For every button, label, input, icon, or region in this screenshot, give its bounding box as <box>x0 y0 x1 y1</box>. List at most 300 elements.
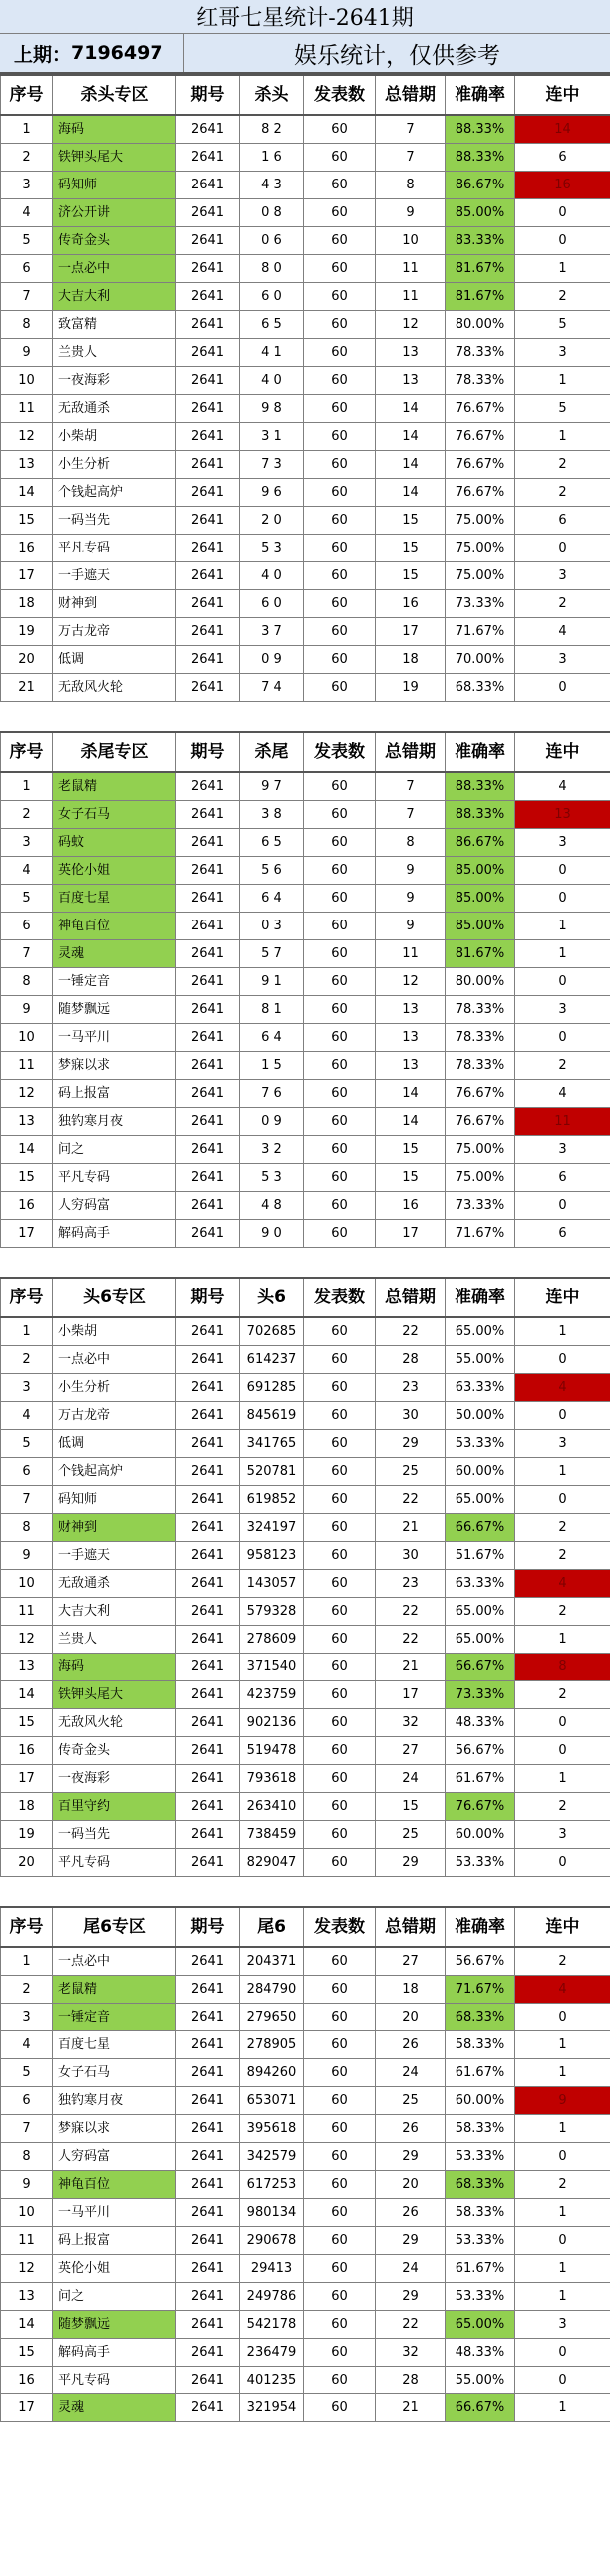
prediction-cell: 738459 <box>240 1821 304 1849</box>
accuracy-cell: 65.00% <box>446 1626 515 1654</box>
table-row <box>1 1793 610 1821</box>
error-count-cell: 28 <box>376 2367 446 2394</box>
column-header: 发表数 <box>304 75 376 115</box>
table-row <box>1 857 610 885</box>
issue-cell: 2641 <box>176 535 240 562</box>
table-row <box>1 1598 610 1626</box>
streak-cell: 0 <box>515 1849 610 1877</box>
issue-cell: 2641 <box>176 451 240 479</box>
expert-name-cell: 财神到 <box>53 590 176 618</box>
error-count-cell: 15 <box>376 535 446 562</box>
expert-name-cell: 问之 <box>53 1136 176 1164</box>
issue-cell: 2641 <box>176 1793 240 1821</box>
streak-cell: 3 <box>515 1136 610 1164</box>
accuracy-cell: 58.33% <box>446 2031 515 2059</box>
issue-cell: 2641 <box>176 2115 240 2143</box>
accuracy-cell: 76.67% <box>446 1108 515 1136</box>
streak-cell: 4 <box>515 1570 610 1598</box>
table-row <box>1 1654 610 1681</box>
column-header: 总错期 <box>376 732 446 772</box>
seq-cell: 7 <box>1 940 53 968</box>
error-count-cell: 29 <box>376 2227 446 2255</box>
table-row <box>1 172 610 199</box>
table-row <box>1 2059 610 2087</box>
accuracy-cell: 50.00% <box>446 1402 515 1430</box>
prediction-cell: 290678 <box>240 2227 304 2255</box>
published-count-cell: 60 <box>304 172 376 199</box>
accuracy-cell: 53.33% <box>446 1430 515 1458</box>
expert-name-cell: 财神到 <box>53 1514 176 1542</box>
published-count-cell: 60 <box>304 1849 376 1877</box>
table-row <box>1 1136 610 1164</box>
expert-name-cell: 无敌风火轮 <box>53 674 176 702</box>
issue-cell: 2641 <box>176 1346 240 1374</box>
streak-cell: 1 <box>515 2031 610 2059</box>
prediction-cell: 324197 <box>240 1514 304 1542</box>
expert-name-cell: 码知师 <box>53 1486 176 1514</box>
streak-cell: 4 <box>515 618 610 646</box>
accuracy-cell: 76.67% <box>446 1793 515 1821</box>
table-row <box>1 1164 610 1192</box>
issue-cell: 2641 <box>176 2031 240 2059</box>
seq-cell: 7 <box>1 1486 53 1514</box>
error-count-cell: 13 <box>376 339 446 367</box>
column-header: 发表数 <box>304 1907 376 1947</box>
table-row <box>1 1346 610 1374</box>
expert-name-cell: 无敌通杀 <box>53 1570 176 1598</box>
column-header: 准确率 <box>446 732 515 772</box>
published-count-cell: 60 <box>304 590 376 618</box>
streak-cell: 3 <box>515 2311 610 2339</box>
issue-cell: 2641 <box>176 2143 240 2171</box>
error-count-cell: 17 <box>376 1220 446 1248</box>
expert-name-cell: 英伦小姐 <box>53 857 176 885</box>
column-header: 总错期 <box>376 75 446 115</box>
expert-name-cell: 小柴胡 <box>53 1317 176 1346</box>
seq-cell: 17 <box>1 2394 53 2422</box>
last-issue <box>0 34 184 72</box>
section-gap <box>0 702 610 731</box>
column-header: 期号 <box>176 732 240 772</box>
table-row <box>1 1514 610 1542</box>
table-row <box>1 1947 610 1976</box>
stats-table-4 <box>0 1906 610 2422</box>
table-row <box>1 1080 610 1108</box>
prediction-cell: 6 0 <box>240 283 304 311</box>
prediction-cell: 702685 <box>240 1317 304 1346</box>
accuracy-cell: 48.33% <box>446 2339 515 2367</box>
streak-cell: 2 <box>515 283 610 311</box>
seq-cell: 17 <box>1 562 53 590</box>
published-count-cell: 60 <box>304 311 376 339</box>
issue-cell: 2641 <box>176 772 240 801</box>
error-count-cell: 26 <box>376 2199 446 2227</box>
seq-cell: 15 <box>1 1164 53 1192</box>
seq-cell: 13 <box>1 451 53 479</box>
accuracy-cell: 48.33% <box>446 1709 515 1737</box>
published-count-cell: 60 <box>304 1402 376 1430</box>
error-count-cell: 22 <box>376 1598 446 1626</box>
prediction-cell: 0 9 <box>240 646 304 674</box>
table-row <box>1 562 610 590</box>
published-count-cell: 60 <box>304 227 376 255</box>
published-count-cell: 60 <box>304 674 376 702</box>
prediction-cell: 4 3 <box>240 172 304 199</box>
streak-cell: 6 <box>515 507 610 535</box>
column-header: 期号 <box>176 1907 240 1947</box>
accuracy-cell: 81.67% <box>446 255 515 283</box>
issue-cell: 2641 <box>176 1849 240 1877</box>
accuracy-cell: 61.67% <box>446 2059 515 2087</box>
published-count-cell: 60 <box>304 618 376 646</box>
streak-cell: 1 <box>515 423 610 451</box>
prediction-cell: 143057 <box>240 1570 304 1598</box>
issue-cell: 2641 <box>176 1458 240 1486</box>
published-count-cell: 60 <box>304 1598 376 1626</box>
streak-cell: 0 <box>515 1192 610 1220</box>
issue-cell: 2641 <box>176 913 240 940</box>
seq-cell: 10 <box>1 1570 53 1598</box>
error-count-cell: 29 <box>376 2283 446 2311</box>
table-row <box>1 2255 610 2283</box>
streak-cell: 3 <box>515 1430 610 1458</box>
published-count-cell: 60 <box>304 2171 376 2199</box>
table-row <box>1 2227 610 2255</box>
streak-cell: 3 <box>515 339 610 367</box>
prediction-cell: 8 2 <box>240 115 304 144</box>
prediction-cell: 284790 <box>240 1976 304 2004</box>
error-count-cell: 13 <box>376 1052 446 1080</box>
table-row <box>1 2367 610 2394</box>
issue-cell: 2641 <box>176 857 240 885</box>
accuracy-cell: 66.67% <box>446 1654 515 1681</box>
column-header: 头6 <box>240 1278 304 1317</box>
expert-name-cell: 万古龙帝 <box>53 1402 176 1430</box>
accuracy-cell: 75.00% <box>446 1136 515 1164</box>
seq-cell: 11 <box>1 2227 53 2255</box>
published-count-cell: 60 <box>304 1821 376 1849</box>
seq-cell: 5 <box>1 885 53 913</box>
prediction-cell: 829047 <box>240 1849 304 1877</box>
published-count-cell: 60 <box>304 2283 376 2311</box>
table-row <box>1 507 610 535</box>
expert-name-cell: 铁钾头尾大 <box>53 144 176 172</box>
issue-cell: 2641 <box>176 1681 240 1709</box>
error-count-cell: 24 <box>376 2255 446 2283</box>
seq-cell: 16 <box>1 1192 53 1220</box>
published-count-cell: 60 <box>304 1514 376 1542</box>
accuracy-cell: 75.00% <box>446 562 515 590</box>
accuracy-cell: 71.67% <box>446 1976 515 2004</box>
published-count-cell: 60 <box>304 2394 376 2422</box>
seq-cell: 8 <box>1 2143 53 2171</box>
expert-name-cell: 独钓寒月夜 <box>53 2087 176 2115</box>
expert-name-cell: 一锤定音 <box>53 968 176 996</box>
table-row <box>1 2031 610 2059</box>
expert-name-cell: 一手遮天 <box>53 1542 176 1570</box>
streak-cell: 3 <box>515 996 610 1024</box>
accuracy-cell: 61.67% <box>446 1765 515 1793</box>
prediction-cell: 902136 <box>240 1709 304 1737</box>
seq-cell: 11 <box>1 395 53 423</box>
prediction-cell: 958123 <box>240 1542 304 1570</box>
table-row <box>1 590 610 618</box>
issue-cell: 2641 <box>176 1947 240 1976</box>
streak-cell: 1 <box>515 255 610 283</box>
error-count-cell: 22 <box>376 1317 446 1346</box>
published-count-cell: 60 <box>304 423 376 451</box>
accuracy-cell: 78.33% <box>446 996 515 1024</box>
expert-name-cell: 码上报富 <box>53 2227 176 2255</box>
streak-cell: 4 <box>515 1374 610 1402</box>
prediction-cell: 279650 <box>240 2004 304 2031</box>
issue-cell: 2641 <box>176 1136 240 1164</box>
prediction-cell: 0 8 <box>240 199 304 227</box>
issue-cell: 2641 <box>176 646 240 674</box>
issue-cell: 2641 <box>176 507 240 535</box>
issue-cell: 2641 <box>176 1317 240 1346</box>
streak-cell: 1 <box>515 367 610 395</box>
streak-cell: 0 <box>515 1486 610 1514</box>
expert-name-cell: 兰贵人 <box>53 339 176 367</box>
expert-name-cell: 个钱起高炉 <box>53 479 176 507</box>
expert-name-cell: 一点必中 <box>53 255 176 283</box>
published-count-cell: 60 <box>304 2311 376 2339</box>
published-count-cell: 60 <box>304 1737 376 1765</box>
published-count-cell: 60 <box>304 479 376 507</box>
published-count-cell: 60 <box>304 115 376 144</box>
published-count-cell: 60 <box>304 996 376 1024</box>
error-count-cell: 15 <box>376 1793 446 1821</box>
column-header: 尾6专区 <box>53 1907 176 1947</box>
expert-name-cell: 独钓寒月夜 <box>53 1108 176 1136</box>
issue-cell: 2641 <box>176 1654 240 1681</box>
accuracy-cell: 60.00% <box>446 2087 515 2115</box>
seq-cell: 13 <box>1 2283 53 2311</box>
streak-cell: 0 <box>515 535 610 562</box>
table-row <box>1 1626 610 1654</box>
prediction-cell: 0 9 <box>240 1108 304 1136</box>
seq-cell: 4 <box>1 857 53 885</box>
accuracy-cell: 75.00% <box>446 1164 515 1192</box>
prediction-cell: 321954 <box>240 2394 304 2422</box>
expert-name-cell: 码上报富 <box>53 1080 176 1108</box>
issue-cell: 2641 <box>176 255 240 283</box>
expert-name-cell: 济公开讲 <box>53 199 176 227</box>
expert-name-cell: 兰贵人 <box>53 1626 176 1654</box>
streak-cell: 1 <box>515 2283 610 2311</box>
published-count-cell: 60 <box>304 2004 376 2031</box>
seq-cell: 17 <box>1 1220 53 1248</box>
expert-name-cell: 大吉大利 <box>53 283 176 311</box>
expert-name-cell: 一夜海彩 <box>53 367 176 395</box>
issue-cell: 2641 <box>176 885 240 913</box>
streak-cell: 6 <box>515 1164 610 1192</box>
issue-cell: 2641 <box>176 1626 240 1654</box>
column-header: 发表数 <box>304 732 376 772</box>
error-count-cell: 13 <box>376 996 446 1024</box>
streak-cell: 2 <box>515 1793 610 1821</box>
prediction-cell: 519478 <box>240 1737 304 1765</box>
expert-name-cell: 个钱起高炉 <box>53 1458 176 1486</box>
prediction-cell: 341765 <box>240 1430 304 1458</box>
published-count-cell: 60 <box>304 772 376 801</box>
table-row <box>1 2004 610 2031</box>
issue-cell: 2641 <box>176 1024 240 1052</box>
table-row <box>1 479 610 507</box>
seq-cell: 3 <box>1 829 53 857</box>
expert-name-cell: 随梦飘远 <box>53 996 176 1024</box>
stats-table-1 <box>0 74 610 702</box>
published-count-cell: 60 <box>304 367 376 395</box>
error-count-cell: 8 <box>376 829 446 857</box>
published-count-cell: 60 <box>304 339 376 367</box>
published-count-cell: 60 <box>304 2143 376 2171</box>
streak-cell: 0 <box>515 2004 610 2031</box>
error-count-cell: 9 <box>376 913 446 940</box>
streak-cell: 3 <box>515 646 610 674</box>
streak-cell: 8 <box>515 1654 610 1681</box>
published-count-cell: 60 <box>304 1136 376 1164</box>
issue-cell: 2641 <box>176 199 240 227</box>
seq-cell: 14 <box>1 2311 53 2339</box>
streak-cell: 0 <box>515 1346 610 1374</box>
issue-cell: 2641 <box>176 674 240 702</box>
expert-name-cell: 百里守约 <box>53 1793 176 1821</box>
streak-cell: 5 <box>515 395 610 423</box>
error-count-cell: 30 <box>376 1542 446 1570</box>
issue-cell: 2641 <box>176 1709 240 1737</box>
error-count-cell: 7 <box>376 115 446 144</box>
table-row <box>1 2311 610 2339</box>
issue-cell: 2641 <box>176 1737 240 1765</box>
prediction-cell: 5 6 <box>240 857 304 885</box>
table-row <box>1 1374 610 1402</box>
issue-cell: 2641 <box>176 1486 240 1514</box>
accuracy-cell: 65.00% <box>446 1598 515 1626</box>
issue-cell: 2641 <box>176 1570 240 1598</box>
streak-cell: 2 <box>515 2171 610 2199</box>
table-row <box>1 1737 610 1765</box>
prediction-cell: 29413 <box>240 2255 304 2283</box>
table-row <box>1 829 610 857</box>
expert-name-cell: 随梦飘远 <box>53 2311 176 2339</box>
seq-cell: 16 <box>1 1737 53 1765</box>
accuracy-cell: 63.33% <box>446 1374 515 1402</box>
error-count-cell: 25 <box>376 2087 446 2115</box>
issue-cell: 2641 <box>176 1164 240 1192</box>
streak-cell: 2 <box>515 451 610 479</box>
issue-cell: 2641 <box>176 2367 240 2394</box>
expert-name-cell: 一点必中 <box>53 1947 176 1976</box>
expert-name-cell: 女子石马 <box>53 2059 176 2087</box>
expert-name-cell: 低调 <box>53 646 176 674</box>
table-row <box>1 940 610 968</box>
expert-name-cell: 灵魂 <box>53 2394 176 2422</box>
column-header: 总错期 <box>376 1907 446 1947</box>
table-row <box>1 2339 610 2367</box>
error-count-cell: 25 <box>376 1821 446 1849</box>
sections-container <box>0 74 610 2422</box>
expert-name-cell: 平凡专码 <box>53 2367 176 2394</box>
streak-cell: 6 <box>515 144 610 172</box>
seq-cell: 12 <box>1 1080 53 1108</box>
issue-cell: 2641 <box>176 2394 240 2422</box>
seq-cell: 5 <box>1 1430 53 1458</box>
table-row <box>1 2199 610 2227</box>
table-row <box>1 646 610 674</box>
error-count-cell: 26 <box>376 2115 446 2143</box>
seq-cell: 17 <box>1 1765 53 1793</box>
published-count-cell: 60 <box>304 283 376 311</box>
seq-cell: 1 <box>1 1317 53 1346</box>
prediction-cell: 5 3 <box>240 1164 304 1192</box>
accuracy-cell: 78.33% <box>446 1024 515 1052</box>
published-count-cell: 60 <box>304 940 376 968</box>
streak-cell: 11 <box>515 1108 610 1136</box>
error-count-cell: 32 <box>376 2339 446 2367</box>
error-count-cell: 21 <box>376 1514 446 1542</box>
error-count-cell: 16 <box>376 590 446 618</box>
issue-cell: 2641 <box>176 227 240 255</box>
issue-cell: 2641 <box>176 311 240 339</box>
streak-cell: 0 <box>515 674 610 702</box>
error-count-cell: 20 <box>376 2171 446 2199</box>
prediction-cell: 653071 <box>240 2087 304 2115</box>
issue-cell: 2641 <box>176 1080 240 1108</box>
seq-cell: 6 <box>1 2087 53 2115</box>
expert-name-cell: 老鼠精 <box>53 772 176 801</box>
table-row <box>1 535 610 562</box>
published-count-cell: 60 <box>304 1542 376 1570</box>
streak-cell: 1 <box>515 1317 610 1346</box>
seq-cell: 6 <box>1 1458 53 1486</box>
column-header: 杀头专区 <box>53 75 176 115</box>
expert-name-cell: 一点必中 <box>53 1346 176 1374</box>
expert-name-cell: 英伦小姐 <box>53 2255 176 2283</box>
issue-cell: 2641 <box>176 2087 240 2115</box>
seq-cell: 20 <box>1 1849 53 1877</box>
seq-cell: 12 <box>1 423 53 451</box>
issue-cell: 2641 <box>176 968 240 996</box>
prediction-cell: 371540 <box>240 1654 304 1681</box>
seq-cell: 6 <box>1 255 53 283</box>
table-row <box>1 1849 610 1877</box>
table-row <box>1 2143 610 2171</box>
error-count-cell: 14 <box>376 395 446 423</box>
streak-cell: 3 <box>515 1821 610 1849</box>
error-count-cell: 10 <box>376 227 446 255</box>
streak-cell: 1 <box>515 1458 610 1486</box>
issue-cell: 2641 <box>176 2227 240 2255</box>
expert-name-cell: 老鼠精 <box>53 1976 176 2004</box>
table-row <box>1 2283 610 2311</box>
issue-cell: 2641 <box>176 2255 240 2283</box>
seq-cell: 9 <box>1 2171 53 2199</box>
column-header: 连中 <box>515 1907 610 1947</box>
streak-cell: 0 <box>515 2367 610 2394</box>
prediction-cell: 5 3 <box>240 535 304 562</box>
prediction-cell: 6 4 <box>240 1024 304 1052</box>
published-count-cell: 60 <box>304 1486 376 1514</box>
expert-name-cell: 女子石马 <box>53 801 176 829</box>
stats-table-2 <box>0 731 610 1248</box>
issue-cell: 2641 <box>176 940 240 968</box>
column-header: 序号 <box>1 1907 53 1947</box>
table-row <box>1 199 610 227</box>
table-row <box>1 2115 610 2143</box>
accuracy-cell: 88.33% <box>446 801 515 829</box>
